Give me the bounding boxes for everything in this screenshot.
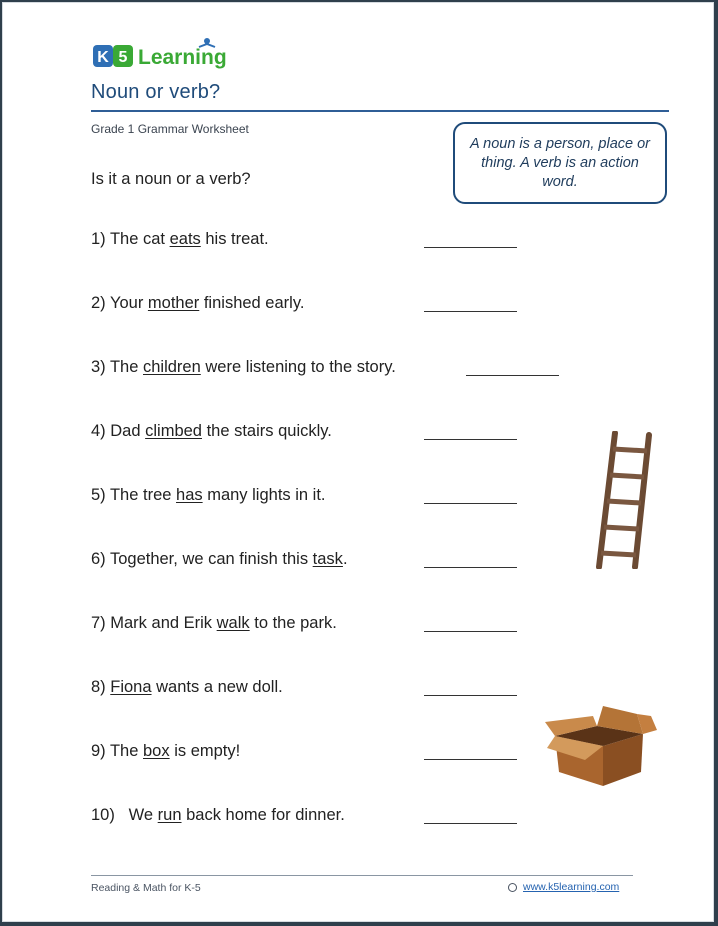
question-text-before: The bbox=[109, 358, 143, 376]
question-text-before: The cat bbox=[109, 230, 170, 248]
answer-blank[interactable] bbox=[424, 759, 517, 760]
underlined-word: walk bbox=[216, 614, 250, 632]
answer-blank[interactable] bbox=[424, 503, 517, 504]
question-2 bbox=[91, 294, 304, 313]
underlined-word: mother bbox=[147, 294, 200, 312]
underlined-word: eats bbox=[169, 230, 201, 248]
question-5 bbox=[91, 486, 326, 505]
globe-icon bbox=[508, 883, 517, 892]
title-divider bbox=[91, 110, 669, 112]
question-10 bbox=[91, 806, 345, 825]
question-text-after: to the park. bbox=[249, 614, 337, 632]
underlined-word: has bbox=[176, 486, 203, 504]
instructions: Is it a noun or a verb? bbox=[91, 170, 251, 188]
footer-tagline: Reading & Math for K-5 bbox=[91, 882, 201, 894]
answer-blank[interactable] bbox=[424, 695, 517, 696]
question-text-before: We bbox=[119, 806, 158, 824]
k5-learning-logo bbox=[91, 35, 251, 75]
underlined-word: box bbox=[143, 742, 170, 760]
question-text-after: wants a new doll. bbox=[151, 678, 283, 696]
question-text-after: finished early. bbox=[199, 294, 305, 312]
definition-text: A noun is a person, place or thing. A verb is an action word. bbox=[469, 135, 651, 190]
question-number: 10) bbox=[91, 806, 115, 824]
question-text-after: back home for dinner. bbox=[181, 806, 345, 824]
question-text-after: . bbox=[342, 550, 348, 568]
answer-blank[interactable] bbox=[424, 247, 517, 248]
question-6 bbox=[91, 550, 348, 569]
answer-blank[interactable] bbox=[424, 311, 517, 312]
answer-blank[interactable] bbox=[424, 631, 517, 632]
footer-url-link[interactable]: www.k5learning.com bbox=[523, 881, 620, 893]
question-text-before: The tree bbox=[109, 486, 177, 504]
question-number: 5) bbox=[91, 486, 106, 504]
question-4 bbox=[91, 422, 332, 441]
answer-blank[interactable] bbox=[466, 375, 559, 376]
page-title: Noun or verb? bbox=[91, 81, 221, 103]
question-text-after: is empty! bbox=[169, 742, 241, 760]
logo-learning-text: Learning bbox=[138, 46, 227, 69]
answer-blank[interactable] bbox=[424, 439, 517, 440]
question-number: 6) bbox=[91, 550, 106, 568]
question-text-before: Mark and Erik bbox=[110, 614, 217, 632]
question-number: 9) bbox=[91, 742, 106, 760]
underlined-word: children bbox=[143, 358, 201, 376]
definition-box bbox=[453, 122, 667, 204]
question-text-before: Together, we can finish this bbox=[109, 550, 313, 568]
underlined-word: task bbox=[312, 550, 343, 568]
question-text-after: his treat. bbox=[200, 230, 269, 248]
question-7 bbox=[91, 614, 337, 633]
underlined-word: run bbox=[157, 806, 182, 824]
footer-divider bbox=[91, 875, 633, 876]
question-text-after: were listening to the story. bbox=[200, 358, 396, 376]
ladder-illustration bbox=[593, 431, 657, 569]
question-text-before: Your bbox=[109, 294, 148, 312]
question-number: 3) bbox=[91, 358, 106, 376]
question-text-after: the stairs quickly. bbox=[201, 422, 332, 440]
question-text-before: The bbox=[109, 742, 143, 760]
footer-link-area bbox=[508, 881, 619, 893]
question-number: 1) bbox=[91, 230, 106, 248]
question-8 bbox=[91, 678, 283, 697]
logo-5: 5 bbox=[118, 49, 128, 66]
question-text-before: Dad bbox=[110, 422, 146, 440]
worksheet-subtitle: Grade 1 Grammar Worksheet bbox=[91, 122, 249, 136]
answer-blank[interactable] bbox=[424, 567, 517, 568]
worksheet-page bbox=[2, 2, 714, 922]
answer-blank[interactable] bbox=[424, 823, 517, 824]
question-number: 4) bbox=[91, 422, 106, 440]
logo-k: K bbox=[97, 49, 109, 66]
question-text-after: many lights in it. bbox=[202, 486, 326, 504]
question-1 bbox=[91, 230, 269, 249]
underlined-word: Fiona bbox=[110, 678, 152, 696]
question-3 bbox=[91, 358, 396, 377]
question-9 bbox=[91, 742, 240, 761]
question-number: 7) bbox=[91, 614, 106, 632]
underlined-word: climbed bbox=[145, 422, 202, 440]
question-number: 8) bbox=[91, 678, 106, 696]
cardboard-box-illustration bbox=[545, 700, 659, 786]
question-number: 2) bbox=[91, 294, 106, 312]
